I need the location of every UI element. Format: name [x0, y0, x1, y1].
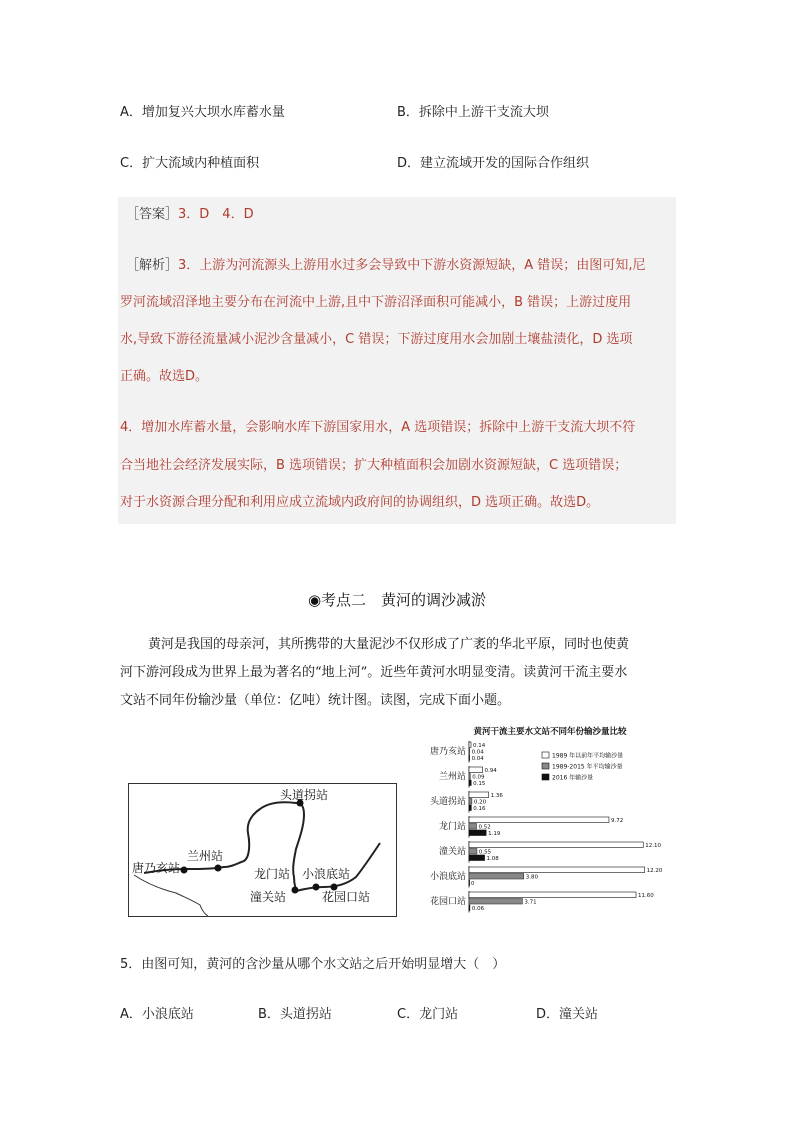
analysis-line-1 [126, 254, 645, 273]
analysis-line-6: 合当地社会经济发展实际，B 选项错误；扩大种植面积会加剧水资源短缺，C 选项错误； [120, 458, 628, 473]
station-dot-longmen [313, 884, 320, 891]
data-label: 0.94 [484, 768, 497, 774]
analysis-bracket: ［解析］ [126, 258, 179, 273]
q5-option-a: A．小浪底站 [120, 1007, 194, 1022]
bar [469, 780, 471, 786]
label-tangnaihai: 唐乃亥站 [132, 861, 181, 875]
category-label: 小浪底站 [429, 872, 466, 882]
bar [469, 880, 470, 886]
option-a: A．增加复兴大坝水库蓄水量 [120, 105, 285, 120]
chart-legend [542, 752, 623, 782]
data-label: 0.52 [478, 824, 491, 831]
legend-label: 2016 年输沙量 [552, 774, 594, 782]
bar [469, 792, 489, 798]
bar [469, 805, 471, 811]
data-label: 1.19 [488, 831, 501, 837]
label-huayuankou: 花园口站 [322, 890, 371, 904]
answer-bracket: ［答案］ [126, 207, 179, 222]
label-lanzhou: 兰州站 [187, 849, 224, 863]
answer-line [126, 203, 254, 222]
label-toudaoguai: 头道拐站 [280, 788, 329, 802]
intro-line-3: 文站不同年份输沙量（单位：亿吨）统计图。读图，完成下面小题。 [120, 693, 511, 708]
analysis-line-3: 水,导致下游径流量减小泥沙含量减小，C 错误；下游过度用水会加剧土壤盐渍化，D 选项 [120, 332, 633, 347]
bar [469, 755, 470, 761]
q5-option-d: D．潼关站 [536, 1007, 599, 1022]
bar [469, 830, 486, 836]
q5-option-b: B．头道拐站 [258, 1007, 332, 1022]
label-longmen: 龙门站 [254, 867, 291, 881]
data-label: 1.36 [490, 793, 503, 799]
data-label: 0.15 [473, 781, 486, 787]
data-label: 0.09 [472, 774, 485, 781]
bar [469, 749, 470, 755]
legend-swatch [542, 763, 549, 769]
legend-swatch [542, 752, 549, 758]
bar [469, 774, 470, 780]
intro-line-2: 河下游河段成为世界上最为著名的“地上河”。近些年黄河水明显变清。读黄河干流主要水 [120, 665, 628, 680]
q5-stem: 5．由图可知，黄河的含沙量从哪个水文站之后开始明显增大（ ） [120, 957, 506, 972]
data-label: 12.20 [646, 868, 663, 874]
station-dot-lanzhou [215, 865, 222, 872]
bar [469, 824, 476, 830]
data-label: 1.08 [486, 856, 499, 862]
bar [469, 842, 643, 848]
data-label: 0.55 [478, 849, 492, 856]
station-dot-tongguan [292, 887, 299, 894]
option-b: B．拆除中上游干支流大坝 [397, 105, 549, 120]
intro-line-1: 黄河是我国的母亲河，其所携带的大量泥沙不仅形成了广袤的华北平原，同时也使黄 [148, 637, 630, 652]
category-label: 唐乃亥站 [429, 747, 466, 757]
bar [469, 905, 470, 911]
bar [469, 867, 645, 873]
bar [469, 799, 472, 805]
analysis-line-5: 4．增加水库蓄水量，会影响水库下游国家用水，A 选项错误；拆除中上游干支流大坝不符 [120, 420, 636, 435]
category-label: 兰州站 [438, 772, 466, 782]
data-label: 12.10 [645, 843, 661, 849]
option-c: C．扩大流域内种植面积 [120, 156, 260, 171]
data-label: 0.04 [471, 749, 484, 756]
data-label: 0 [471, 881, 475, 887]
data-label: 0.04 [471, 756, 484, 762]
data-label: 3.80 [525, 874, 538, 881]
bar [469, 742, 471, 748]
data-label: 9.72 [610, 818, 624, 824]
legend-label: 1989-2015 年平均输沙量 [552, 763, 623, 771]
category-label: 潼关站 [438, 847, 466, 857]
data-label: 3.71 [524, 899, 537, 906]
category-label: 龙门站 [438, 822, 466, 832]
label-xiaolangdi: 小浪底站 [302, 867, 351, 881]
bar [469, 874, 524, 880]
category-label: 头道拐站 [429, 797, 466, 807]
bar [469, 892, 636, 898]
yellow-river-map [128, 783, 398, 918]
data-label: 0.14 [473, 743, 486, 749]
q5-option-c: C．龙门站 [397, 1007, 459, 1022]
label-tongguan: 潼关站 [250, 890, 287, 904]
bar [469, 849, 477, 855]
bar [469, 855, 485, 861]
analysis-line-2: 罗河流域沼泽地主要分布在河流中上游,且中下游沼泽面积可能减小，B 错误；上游过度用 [120, 295, 632, 310]
data-label: 11.60 [638, 893, 654, 899]
bar [469, 899, 522, 905]
data-label: 0.16 [473, 806, 486, 812]
analysis-text-1: 3．上游为河流源头上游用水过多会导致中下游水资源短缺，A 错误；由图可知,尼 [178, 258, 646, 273]
legend-swatch [542, 774, 549, 780]
analysis-line-4: 正确。故选D。 [120, 369, 209, 384]
legend-label: 1989 年以前年平均输沙量 [552, 752, 624, 760]
data-label: 0.06 [471, 906, 485, 912]
answer-box [118, 197, 676, 524]
category-label: 花园口站 [429, 897, 466, 907]
data-label: 0.20 [473, 799, 487, 806]
bar [469, 767, 483, 773]
bar [469, 817, 609, 823]
option-d: D．建立流域开发的国际合作组织 [397, 156, 590, 171]
answer-text: 3．D 4．D [178, 207, 254, 222]
section-title: ◉考点二 黄河的调沙减淤 [307, 591, 487, 609]
sediment-chart [420, 722, 680, 922]
analysis-line-7: 对于水资源合理分配和利用应成立流域内政府间的协调组织，D 选项正确。故选D。 [120, 495, 600, 510]
station-dot-tangnaihai [181, 867, 188, 874]
chart-title: 黄河干流主要水文站不同年份输沙量比较 [473, 727, 627, 737]
